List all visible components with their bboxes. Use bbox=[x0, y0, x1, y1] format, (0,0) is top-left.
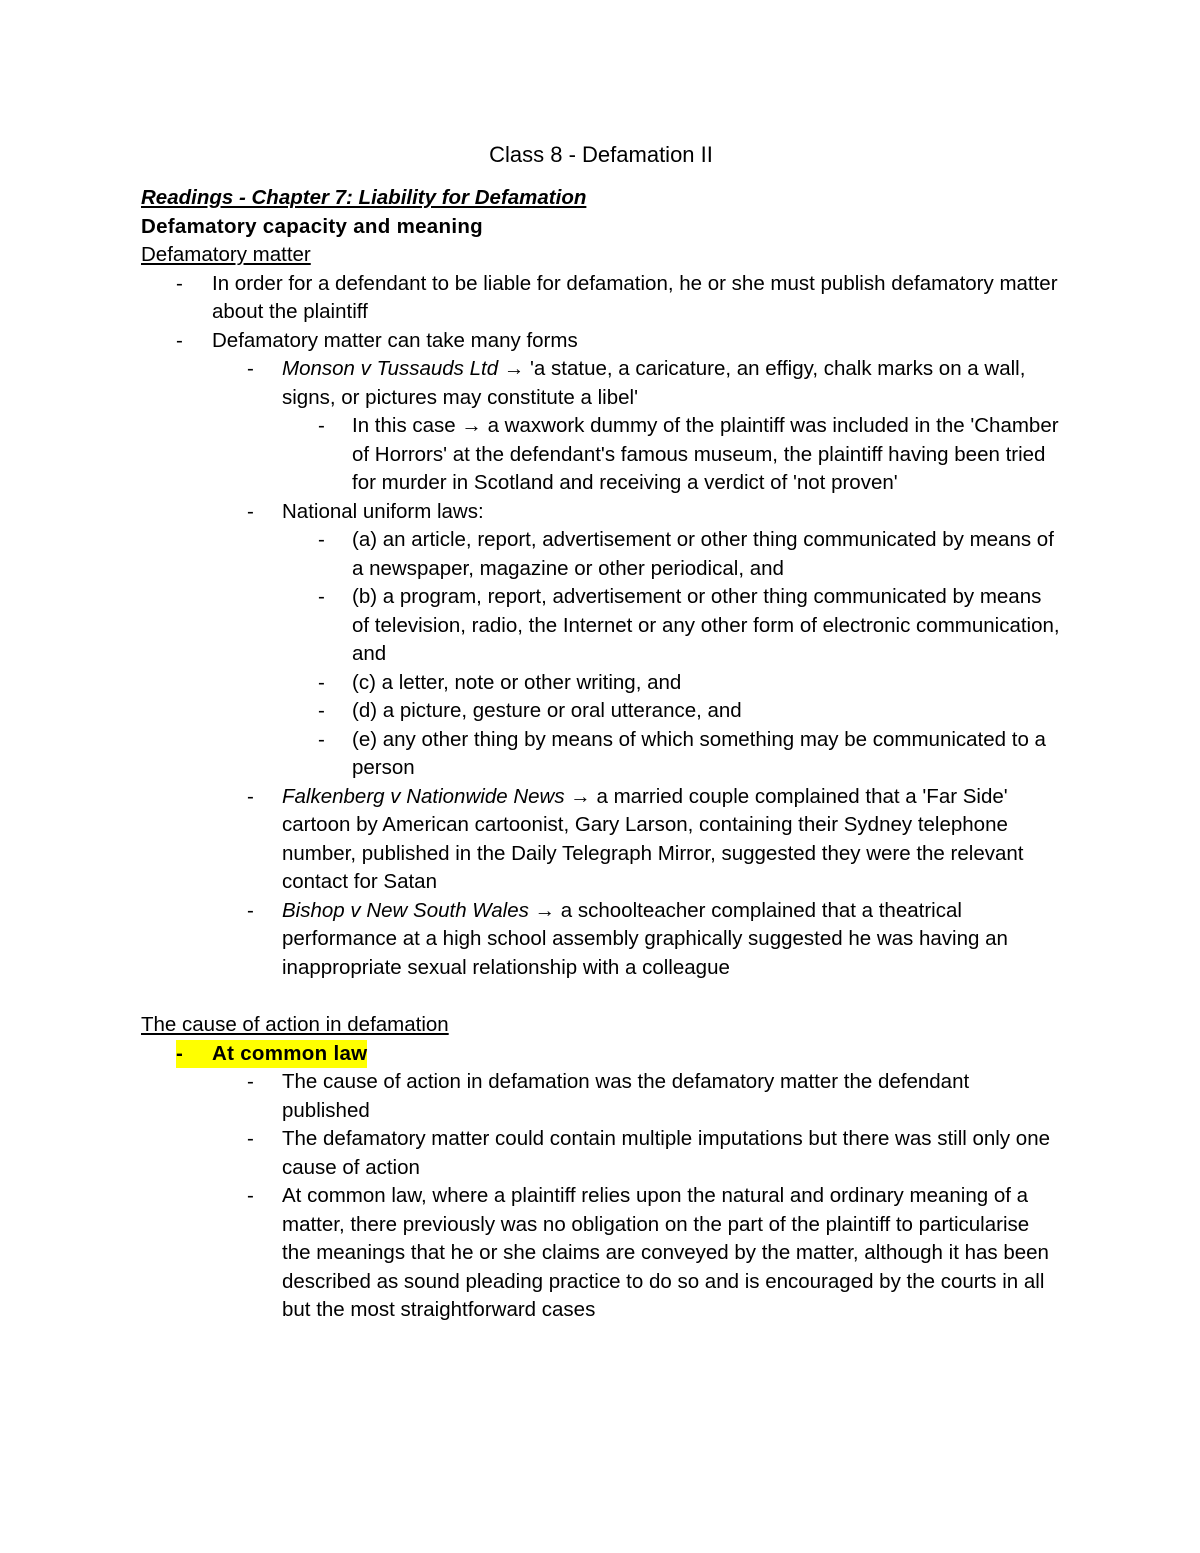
list-item-text: At common law, where a plaintiff relies upon the natural and ordinary meaning of a matter, there previously was no obligation on the part of the plaintiff to particularise the meanings that he or she claims are conveyed by the matter, although it has been described as sound pleading practice to do so and is encouraged by the courts in all but the most straightforward cases bbox=[282, 1184, 1049, 1321]
list-item-text: (c) a letter, note or other writing, and bbox=[352, 670, 682, 694]
list-item bbox=[141, 412, 1061, 498]
subsection-heading-cause-of-action: The cause of action in defamation bbox=[141, 1013, 449, 1036]
bullet-dash: - bbox=[247, 357, 254, 380]
list-item-text: In order for a defendant to be liable for defamation, he or she must publish defamatory matter about the plaintiff bbox=[212, 271, 1058, 323]
bullet-dash: - bbox=[176, 328, 183, 352]
bullet-dash: - bbox=[318, 670, 325, 694]
list-item bbox=[141, 726, 1061, 783]
list-item bbox=[141, 669, 1061, 698]
section-spacer bbox=[141, 982, 1061, 1011]
bullet-dash: - bbox=[247, 1127, 254, 1150]
list-item bbox=[141, 1125, 1061, 1182]
bullet-dash: - bbox=[176, 1041, 184, 1065]
list-item bbox=[141, 1068, 1061, 1125]
list-item-text: → a schoolteacher complained that a theatrical performance at a high school assembly graphically suggested he was having an inappropriate sexual relationship with a colleague bbox=[282, 898, 1008, 979]
document-title: Class 8 - Defamation II bbox=[489, 142, 713, 167]
bullet-dash: - bbox=[318, 585, 325, 608]
bullet-dash: - bbox=[247, 784, 254, 808]
list-item bbox=[141, 583, 1061, 669]
bullet-dash: - bbox=[247, 1070, 254, 1093]
bullet-dash: - bbox=[247, 898, 254, 922]
case-name-falkenberg: Falkenberg v Nationwide News bbox=[282, 784, 565, 808]
list-item-text: In this case → a waxwork dummy of the plaintiff was included in the 'Chamber of Horrors' at the defendant's famous museum, the plaintiff having been tried for murder in Scotland and receiving a verdict of 'not proven' bbox=[352, 414, 1059, 494]
list-item-text: → 'a statue, a caricature, an effigy, chalk marks on a wall, signs, or pictures may constitute a libel' bbox=[282, 357, 1026, 409]
bullet-dash: - bbox=[318, 414, 325, 437]
list-item-text: Defamatory matter can take many forms bbox=[212, 328, 578, 352]
readings-heading: Readings - Chapter 7: Liability for Defamation bbox=[141, 186, 587, 209]
bullet-dash: - bbox=[318, 528, 325, 551]
list-item bbox=[141, 355, 1061, 412]
highlighted-heading bbox=[176, 1040, 367, 1069]
list-item bbox=[141, 783, 1061, 897]
list-item-text: (a) an article, report, advertisement or other thing communicated by means of a newspaper, magazine or other periodical, and bbox=[352, 528, 1054, 580]
list-item-text: (e) any other thing by means of which something may be communicated to a person bbox=[352, 727, 1046, 779]
case-name-monson: Monson v Tussauds Ltd bbox=[282, 357, 499, 380]
list-item bbox=[141, 1182, 1061, 1325]
subsection-heading-defamatory-matter: Defamatory matter bbox=[141, 243, 311, 266]
list-item bbox=[141, 897, 1061, 983]
bullet-dash: - bbox=[318, 699, 325, 722]
list-item-text: (b) a program, report, advertisement or other thing communicated by means of television, radio, the Internet or any other form of electronic communication, and bbox=[352, 585, 1060, 665]
list-item-text: National uniform laws: bbox=[282, 499, 484, 523]
list-item-text: (d) a picture, gesture or oral utterance, and bbox=[352, 699, 742, 722]
document-page bbox=[141, 140, 1061, 1325]
highlighted-list-item bbox=[141, 1040, 1061, 1069]
common-law-heading: At common law bbox=[212, 1041, 368, 1065]
bullet-dash: - bbox=[247, 1184, 254, 1207]
case-name-bishop: Bishop v New South Wales bbox=[282, 898, 529, 922]
bullet-dash: - bbox=[247, 499, 254, 523]
list-item bbox=[141, 270, 1061, 327]
list-item-text: The defamatory matter could contain multiple imputations but there was still only one cause of action bbox=[282, 1127, 1050, 1179]
list-item-text: The cause of action in defamation was the defamatory matter the defendant published bbox=[282, 1070, 970, 1122]
section-heading-defamatory-capacity: Defamatory capacity and meaning bbox=[141, 214, 483, 238]
list-item bbox=[141, 697, 1061, 726]
list-item bbox=[141, 327, 1061, 356]
bullet-dash: - bbox=[318, 727, 325, 751]
bullet-dash: - bbox=[176, 271, 183, 295]
list-item bbox=[141, 498, 1061, 527]
list-item bbox=[141, 526, 1061, 583]
list-item-text: → a married couple complained that a 'Far Side' cartoon by American cartoonist, Gary Larson, containing their Sydney telephone number, published in the Daily Telegraph Mirror, suggested they were the relevant contact for Satan bbox=[282, 784, 1024, 893]
